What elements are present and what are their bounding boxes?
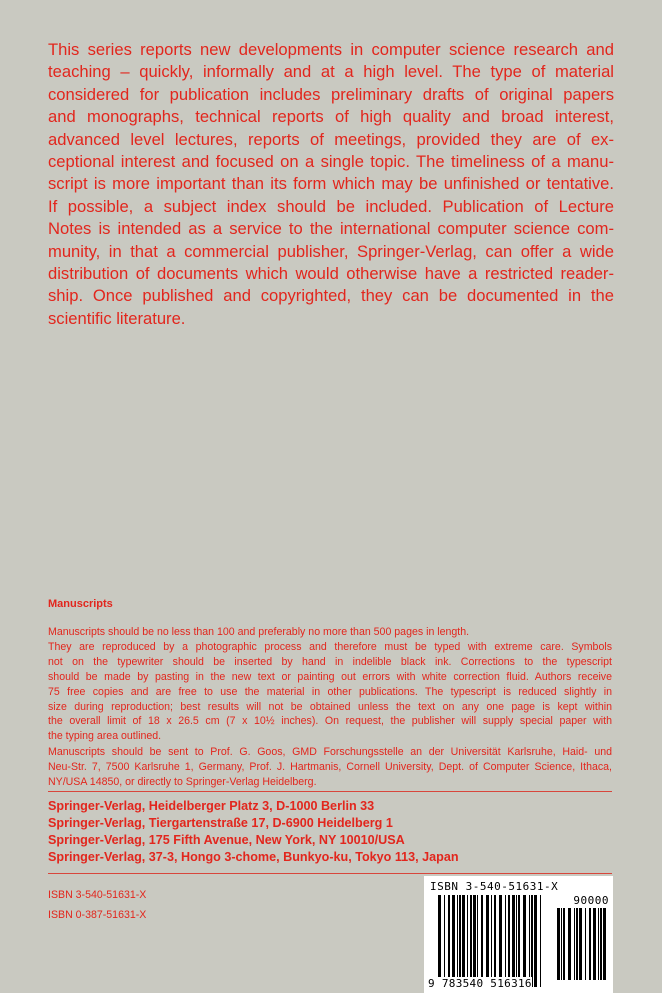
intro-line: This series reports new developments in computer science research and	[48, 40, 614, 59]
barcode-bar	[467, 895, 468, 987]
barcode-bar	[576, 908, 578, 980]
intro-line: ceptional interest and focused on a single topic. The timeliness of a manu-	[48, 152, 614, 172]
barcode-bar	[568, 908, 571, 980]
ms-line: Manuscripts should be sent to Prof. G. Goos, GMD Forschungsstelle an der Universität Karlsruhe, Haid- und	[48, 746, 612, 759]
barcode-bar	[470, 895, 472, 987]
barcode-bar	[589, 908, 591, 980]
divider	[48, 873, 612, 874]
publisher-addresses	[48, 798, 459, 866]
ms-line: NY/USA 14850, or directly to Springer-Verlag Heidelberg.	[48, 776, 317, 789]
barcode-bar	[600, 908, 602, 980]
barcode-bar	[540, 895, 541, 987]
barcode	[424, 876, 613, 993]
isbn-list	[48, 885, 146, 925]
manuscripts-heading: Manuscripts	[48, 598, 113, 610]
barcode-bar	[473, 895, 476, 987]
barcode-bar	[486, 895, 489, 987]
ms-line: size during reproduction; best results will not be obtained unless the text on any one page is kept within	[48, 700, 612, 713]
intro-line: scientific literature.	[48, 308, 186, 328]
barcode-bar	[508, 895, 510, 987]
barcode-bar	[534, 895, 537, 987]
ms-line: the overall limit of 18 x 26.5 cm (7 x 10½ inches). On request, the publisher will supply special paper with	[48, 715, 612, 728]
barcode-bar	[531, 895, 533, 987]
barcode-addon-bars	[557, 908, 609, 980]
barcode-bar	[579, 908, 582, 980]
barcode-bar	[512, 895, 515, 987]
intro-line: munity, in that a commercial publisher, Springer-Verlag, can offer a wide	[48, 241, 614, 261]
barcode-bar	[438, 895, 441, 987]
intro-line: If possible, a subject index should be included. Publication of Lecture	[48, 196, 614, 216]
isbn-line: ISBN 0-387-51631-X	[48, 909, 147, 921]
barcode-bar	[459, 895, 461, 987]
address-line: Springer-Verlag, Tiergartenstraße 17, D-6900 Heidelberg 1	[48, 815, 393, 830]
intro-line: ship. Once published and copyrighted, they can be documented in the	[48, 286, 614, 306]
barcode-bar	[494, 895, 496, 987]
barcode-bar	[462, 895, 465, 987]
address-line: Springer-Verlag, 175 Fifth Avenue, New York, NY 10010/USA	[48, 832, 405, 847]
barcode-bar	[561, 908, 562, 980]
manuscripts-text	[48, 625, 612, 790]
ms-line: not on the typewriter should be inserted by hand in indelible black ink. Corrections to the typescript	[48, 655, 612, 668]
barcode-bar	[593, 908, 596, 980]
barcode-bars	[438, 895, 546, 987]
divider	[48, 791, 612, 792]
intro-line: and monographs, technical reports of high quality and broad interest,	[48, 107, 614, 127]
address-line: Springer-Verlag, Heidelberger Platz 3, D-1000 Berlin 33	[48, 799, 375, 813]
barcode-bar	[491, 895, 492, 987]
barcode-bar	[481, 895, 483, 987]
intro-line: distribution of documents which would otherwise have a restricted reader-	[48, 264, 614, 284]
isbn-line: ISBN 3-540-51631-X	[48, 889, 147, 901]
ms-line: Manuscripts should be no less than 100 and preferably no more than 500 pages in length.	[48, 626, 470, 638]
barcode-ean: 9 783540 516316	[428, 977, 532, 990]
intro-line: script is more important than its form which may be unfinished or tentative.	[48, 174, 614, 194]
series-description	[48, 39, 614, 330]
barcode-bar	[598, 908, 599, 980]
barcode-bar	[457, 895, 458, 987]
barcode-bar	[557, 908, 560, 980]
barcode-bar	[523, 895, 526, 987]
barcode-bar	[574, 908, 575, 980]
ms-line: Neu-Str. 7, 7500 Karlsruhe 1, Germany, Prof. J. Hartmanis, Cornell University, Dept. of Computer Science, Ithaca,	[48, 761, 612, 774]
intro-line: teaching – quickly, informally and at a high level. The type of material	[48, 62, 614, 82]
address-line: Springer-Verlag, 37-3, Hongo 3-chome, Bunkyo-ku, Tokyo 113, Japan	[48, 849, 459, 864]
barcode-bar	[452, 895, 455, 987]
barcode-bar	[585, 908, 586, 980]
barcode-bar	[603, 908, 606, 980]
ms-line: 75 free copies and are free to use the material in other publications. The typescript is reduced slightly in	[48, 685, 612, 698]
barcode-bar	[518, 895, 520, 987]
intro-line: considered for publication includes preliminary drafts of original papers	[48, 84, 614, 104]
barcode-bar	[477, 895, 478, 987]
ms-line: should be made by pasting in the new text or painting out errors with white correction fluid. Authors receive	[48, 670, 612, 683]
ms-line: the typing area outlined.	[48, 730, 162, 743]
barcode-isbn-label: ISBN 3-540-51631-X	[430, 880, 559, 893]
barcode-bar	[444, 895, 445, 987]
barcode-bar	[499, 895, 502, 987]
intro-line: Notes is intended as a service to the international computer science com-	[48, 219, 614, 239]
barcode-bar	[529, 895, 530, 987]
barcode-bar	[516, 895, 517, 987]
barcode-addon: 90000	[573, 894, 609, 907]
barcode-bar	[448, 895, 450, 987]
intro-line: advanced level lectures, reports of meetings, provided they are of ex-	[48, 129, 614, 149]
barcode-bar	[563, 908, 565, 980]
ms-line: They are reproduced by a photographic process and therefore must be typed with extreme care. Symbols	[48, 640, 612, 653]
barcode-bar	[505, 895, 506, 987]
